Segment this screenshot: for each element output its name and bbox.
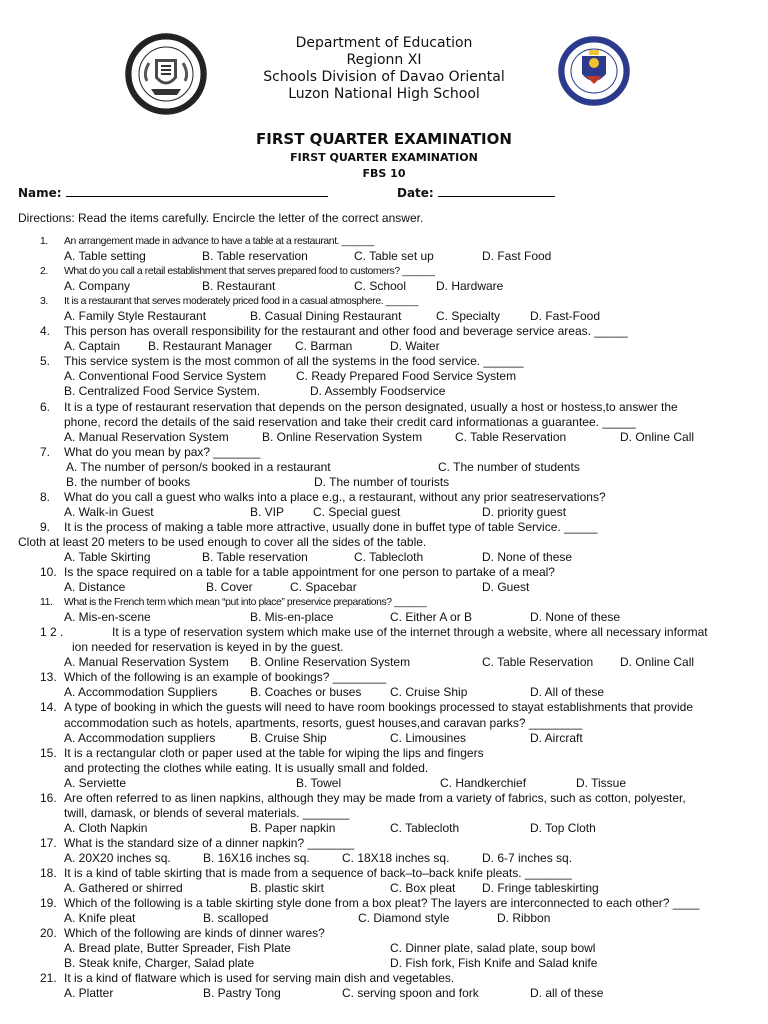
- question-text-line2: and protecting the clothes while eating. It is usually small and folded.: [64, 760, 429, 775]
- question-number: 2.: [40, 266, 48, 278]
- question-text: A type of booking in which the guests will need to have room bookings processed to stayat establishments that provide: [64, 700, 694, 715]
- answer-choice[interactable]: B. Coaches or buses: [250, 685, 362, 700]
- question-number: 17.: [40, 835, 57, 850]
- choices-row: [0, 911, 768, 926]
- choices-row: [0, 580, 768, 595]
- question-list: [0, 234, 768, 1001]
- question-text: It is the process of making a table more attractive, usually done in buffet type of table Service. _____: [64, 519, 598, 534]
- answer-choice[interactable]: C. Handkerchief: [440, 775, 527, 790]
- question-8: [0, 490, 768, 505]
- question-number: 1.: [40, 236, 48, 247]
- question-number: 19.: [40, 896, 57, 911]
- question-3: [0, 294, 768, 309]
- answer-choice[interactable]: D. all of these: [530, 986, 604, 1001]
- choices-row: [0, 505, 768, 520]
- question-number: 6.: [40, 399, 51, 414]
- answer-choice[interactable]: D. Top Cloth: [530, 820, 596, 835]
- question-text-continued: [0, 535, 768, 550]
- answer-choice[interactable]: B. plastic skirt: [250, 881, 325, 896]
- question-text: What do you call a guest who walks into a place e.g., a restaurant, without any prior seatreservations?: [64, 489, 606, 504]
- answer-choice[interactable]: A. Accommodation Suppliers: [64, 685, 218, 700]
- answer-choice[interactable]: B. Restaurant: [202, 279, 276, 294]
- answer-choice[interactable]: D. The number of tourists: [314, 474, 450, 489]
- name-label: Name:: [18, 186, 62, 200]
- question-text: What is the French term which mean “put into place” preservice preparations? ______: [64, 597, 427, 609]
- question-number: 9.: [40, 519, 51, 534]
- answer-choice[interactable]: B. Towel: [296, 775, 342, 790]
- question-number: 11.: [40, 597, 53, 609]
- question-number: 4.: [40, 324, 51, 339]
- question-10: [0, 565, 768, 580]
- answer-choice[interactable]: B. Restaurant Manager: [148, 339, 273, 354]
- question-20: [0, 926, 768, 941]
- answer-choice[interactable]: C. Table set up: [354, 249, 434, 264]
- choices-row: [0, 655, 768, 670]
- answer-choice[interactable]: A. Serviette: [64, 775, 127, 790]
- choices-row: [0, 956, 768, 971]
- question-text: Is the space required on a table for a table appointment for one person to partake of a meal?: [64, 565, 555, 580]
- question-text: An arrangement made in advance to have a table at a restaurant. ______: [64, 236, 374, 247]
- question-2: [0, 264, 768, 279]
- answer-choice[interactable]: D. priority guest: [482, 504, 567, 519]
- question-text: It is a type of reservation system which make use of the internet through a website, where all necessary informat: [112, 625, 708, 640]
- answer-choice[interactable]: B. Cruise Ship: [250, 730, 327, 745]
- question-text-continued: [0, 716, 768, 731]
- question-9: [0, 520, 768, 535]
- choices-row: [0, 249, 768, 264]
- answer-choice[interactable]: D. Online Call: [620, 655, 695, 670]
- question-text-line2: Cloth at least 20 meters to be used enough to cover all the sides of the table.: [18, 534, 427, 549]
- question-number: 20.: [40, 926, 57, 941]
- question-text: Which of the following is a table skirting style done from a box pleat? The layers are interconnected to each other? ____: [64, 896, 700, 911]
- question-text-continued: [0, 415, 768, 430]
- answer-choice[interactable]: B. Centralized Food Service System.: [64, 384, 261, 399]
- name-field[interactable]: [18, 185, 328, 200]
- answer-choice[interactable]: B. 16X16 inches sq.: [203, 850, 310, 865]
- question-text-line2: twill, damask, or blends of several materials. _______: [64, 805, 350, 820]
- choices-row: [0, 610, 768, 625]
- answer-choice[interactable]: A. 20X20 inches sq.: [64, 850, 171, 865]
- choices-row: [0, 685, 768, 700]
- question-number: 10.: [40, 565, 57, 580]
- answer-choice[interactable]: C. Cruise Ship: [390, 685, 468, 700]
- answer-choice[interactable]: B. Paper napkin: [250, 820, 336, 835]
- answer-choice[interactable]: C. Barman: [295, 339, 353, 354]
- answer-choice[interactable]: C. serving spoon and fork: [342, 986, 479, 1001]
- answer-choice[interactable]: D. Aircraft: [530, 730, 583, 745]
- question-number: 13.: [40, 670, 57, 685]
- answer-choice[interactable]: A. Captain: [64, 339, 121, 354]
- question-text-continued: [0, 761, 768, 776]
- question-19: [0, 896, 768, 911]
- choices-row: [0, 821, 768, 836]
- question-17: [0, 836, 768, 851]
- question-text: What do you call a retail establishment that serves prepared food to customers? ______: [64, 266, 435, 278]
- choices-row: [0, 550, 768, 565]
- choices-row: [0, 475, 768, 490]
- directions-text: Directions: Read the items carefully. Encircle the letter of the correct answer.: [18, 211, 424, 225]
- question-number: 16.: [40, 790, 57, 805]
- question-text: It is a rectangular cloth or paper used at the table for wiping the lips and fingers: [64, 745, 484, 760]
- header-line-school: Luzon National High School: [288, 86, 480, 102]
- question-text: What do you mean by pax? _______: [64, 444, 261, 459]
- answer-choice[interactable]: D. None of these: [530, 610, 621, 625]
- answer-choice[interactable]: C. Either A or B: [390, 610, 473, 625]
- question-number: 3.: [40, 296, 48, 308]
- answer-choice[interactable]: A. Manual Reservation System: [64, 429, 229, 444]
- answer-choice[interactable]: A. Conventional Food Service System: [64, 369, 267, 384]
- question-5: [0, 354, 768, 369]
- answer-choice[interactable]: A. Gathered or shirred: [64, 881, 183, 896]
- header-line-division: Schools Division of Davao Oriental: [263, 69, 505, 85]
- answer-choice[interactable]: A. Manual Reservation System: [64, 655, 229, 670]
- answer-choice[interactable]: B. the number of books: [66, 474, 191, 489]
- question-text-line2: ion needed for reservation is keyed in by the guest.: [72, 640, 344, 655]
- subject-code: FBS 10: [362, 167, 406, 180]
- answer-choice[interactable]: B. Steak knife, Charger, Salad plate: [64, 956, 255, 971]
- answer-choice[interactable]: A. Distance: [64, 580, 126, 595]
- question-number: 14.: [40, 700, 57, 715]
- choices-row: [0, 460, 768, 475]
- name-blank[interactable]: [66, 185, 328, 197]
- answer-choice[interactable]: D. None of these: [482, 549, 573, 564]
- question-text-line2: accommodation such as hotels, apartments, resorts, guest houses,and caravan parks? ________: [64, 715, 583, 730]
- answer-choice[interactable]: B. Mis-en-place: [250, 610, 334, 625]
- date-blank[interactable]: [438, 185, 555, 197]
- choices-row: [0, 309, 768, 324]
- answer-choice[interactable]: A. Accommodation suppliers: [64, 730, 216, 745]
- header-line-department: Department of Education: [295, 35, 473, 51]
- answer-choice[interactable]: A. Table setting: [64, 249, 146, 264]
- choices-row: [0, 731, 768, 746]
- exam-title: FIRST QUARTER EXAMINATION: [256, 130, 512, 148]
- choices-row: [0, 941, 768, 956]
- question-text: This person has overall responsibility for the restaurant and other food and beverage service areas. _____: [64, 324, 628, 339]
- answer-choice[interactable]: D. Online Call: [620, 429, 695, 444]
- header-line-region: Regionn XI: [346, 52, 422, 68]
- answer-choice[interactable]: D. Fast Food: [482, 249, 552, 264]
- choices-row: [0, 776, 768, 791]
- answer-choice[interactable]: C. Table Reservation: [482, 655, 594, 670]
- answer-choice[interactable]: A. Company: [64, 279, 131, 294]
- answer-choice[interactable]: D. Waiter: [390, 339, 440, 354]
- question-number: 7.: [40, 444, 51, 459]
- question-number: 18.: [40, 865, 57, 880]
- answer-choice[interactable]: C. The number of students: [438, 459, 580, 474]
- question-number: 1 2 .: [40, 625, 64, 640]
- choices-row: [0, 339, 768, 354]
- choices-row: [0, 881, 768, 896]
- question-text: It is a kind of table skirting that is made from a sequence of back–to–back knife pleats. _______: [64, 865, 572, 880]
- answer-choice[interactable]: A. Family Style Restaurant: [64, 309, 207, 324]
- choices-row: [0, 279, 768, 294]
- answer-choice[interactable]: B. scalloped: [203, 911, 269, 926]
- answer-choice[interactable]: D. Fringe tableskirting: [482, 881, 599, 896]
- choices-row: [0, 369, 768, 384]
- question-text: This service system is the most common of all the systems in the food service. ______: [64, 354, 524, 369]
- answer-choice[interactable]: C. Tablecloth: [390, 820, 460, 835]
- answer-choice[interactable]: D. Tissue: [576, 775, 627, 790]
- question-13: [0, 670, 768, 685]
- answer-choice[interactable]: D. Assembly Foodservice: [310, 384, 446, 399]
- answer-choice[interactable]: C. Dinner plate, salad plate, soup bowl: [390, 941, 596, 956]
- answer-choice[interactable]: C. Ready Prepared Food Service System: [296, 369, 517, 384]
- answer-choice[interactable]: D. Hardware: [436, 279, 504, 294]
- question-text: Are often referred to as linen napkins, although they may be made from a variety of fabrics, such as cotton, polyester,: [64, 790, 686, 805]
- choices-row: [0, 384, 768, 399]
- question-15: [0, 746, 768, 761]
- answer-choice[interactable]: C. Special guest: [313, 504, 401, 519]
- answer-choice[interactable]: B. Casual Dining Restaurant: [250, 309, 402, 324]
- answer-choice[interactable]: A. Table Skirting: [64, 549, 151, 564]
- answer-choice[interactable]: C. 18X18 inches sq.: [342, 850, 450, 865]
- answer-choice[interactable]: C. Tablecloth: [354, 549, 424, 564]
- answer-choice[interactable]: C. Box pleat: [390, 881, 456, 896]
- answer-choice[interactable]: B. Pastry Tong: [203, 986, 281, 1001]
- question-text: Which of the following is an example of bookings? ________: [64, 670, 387, 685]
- answer-choice[interactable]: A. Walk-in Guest: [64, 504, 154, 519]
- answer-choice[interactable]: B. Online Reservation System: [250, 655, 411, 670]
- answer-choice[interactable]: D. Fish fork, Fish Knife and Salad knife: [390, 956, 598, 971]
- exam-subtitle: FIRST QUARTER EXAMINATION: [290, 151, 478, 164]
- question-12: [0, 625, 768, 640]
- question-text: Which of the following are kinds of dinner wares?: [64, 926, 325, 941]
- answer-choice[interactable]: D. Fast-Food: [530, 309, 601, 324]
- question-text: What is the standard size of a dinner napkin? _______: [64, 835, 355, 850]
- question-18: [0, 866, 768, 881]
- question-14: [0, 700, 768, 715]
- choices-row: [0, 851, 768, 866]
- question-text-continued: [0, 806, 768, 821]
- choices-row: [0, 430, 768, 445]
- answer-choice[interactable]: D. 6-7 inches sq.: [482, 850, 573, 865]
- answer-choice[interactable]: C. Spacebar: [290, 580, 357, 595]
- question-7: [0, 445, 768, 460]
- question-6: [0, 400, 768, 415]
- answer-choice[interactable]: B. VIP: [250, 504, 285, 519]
- answer-choice[interactable]: C. Specialty: [436, 309, 501, 324]
- answer-choice[interactable]: A. Cloth Napkin: [64, 820, 148, 835]
- answer-choice[interactable]: C. Table Reservation: [455, 429, 567, 444]
- question-number: 5.: [40, 354, 51, 369]
- question-text-continued: [0, 640, 768, 655]
- answer-choice[interactable]: D. All of these: [530, 685, 605, 700]
- answer-choice[interactable]: A. Bread plate, Butter Spreader, Fish Plate: [64, 941, 291, 956]
- answer-choice[interactable]: A. Knife pleat: [64, 911, 136, 926]
- question-16: [0, 791, 768, 806]
- answer-choice[interactable]: C. Limousines: [390, 730, 467, 745]
- answer-choice[interactable]: B. Cover: [206, 580, 253, 595]
- answer-choice[interactable]: D. Ribbon: [497, 911, 551, 926]
- answer-choice[interactable]: A. The number of person/s booked in a restaurant: [66, 459, 331, 474]
- question-number: 15.: [40, 745, 57, 760]
- question-text: It is a type of restaurant reservation that depends on the person designated, usually a host or hostess,to answer the: [64, 399, 678, 414]
- answer-choice[interactable]: A. Mis-en-scene: [64, 610, 151, 625]
- answer-choice[interactable]: D. Guest: [482, 580, 530, 595]
- answer-choice[interactable]: C. School: [354, 279, 407, 294]
- answer-choice[interactable]: B. Table reservation: [202, 549, 308, 564]
- answer-choice[interactable]: B. Table reservation: [202, 249, 308, 264]
- answer-choice[interactable]: A. Platter: [64, 986, 114, 1001]
- date-field[interactable]: [397, 185, 555, 200]
- answer-choice[interactable]: C. Diamond style: [358, 911, 450, 926]
- question-21: [0, 971, 768, 986]
- question-number: 21.: [40, 971, 57, 986]
- question-text-line2: phone, record the details of the said reservation and take their credit card informationas a guarantee. _____: [64, 414, 636, 429]
- question-number: 8.: [40, 489, 51, 504]
- question-11: [0, 595, 768, 610]
- question-1: [0, 234, 768, 249]
- question-text: It is a kind of flatware which is used for serving main dish and vegetables.: [64, 971, 455, 986]
- question-4: [0, 324, 768, 339]
- date-label: Date:: [397, 186, 434, 200]
- answer-choice[interactable]: B. Online Reservation System: [262, 429, 423, 444]
- question-text: It is a restaurant that serves moderately priced food in a casual atmosphere. ______: [64, 296, 418, 308]
- choices-row: [0, 986, 768, 1001]
